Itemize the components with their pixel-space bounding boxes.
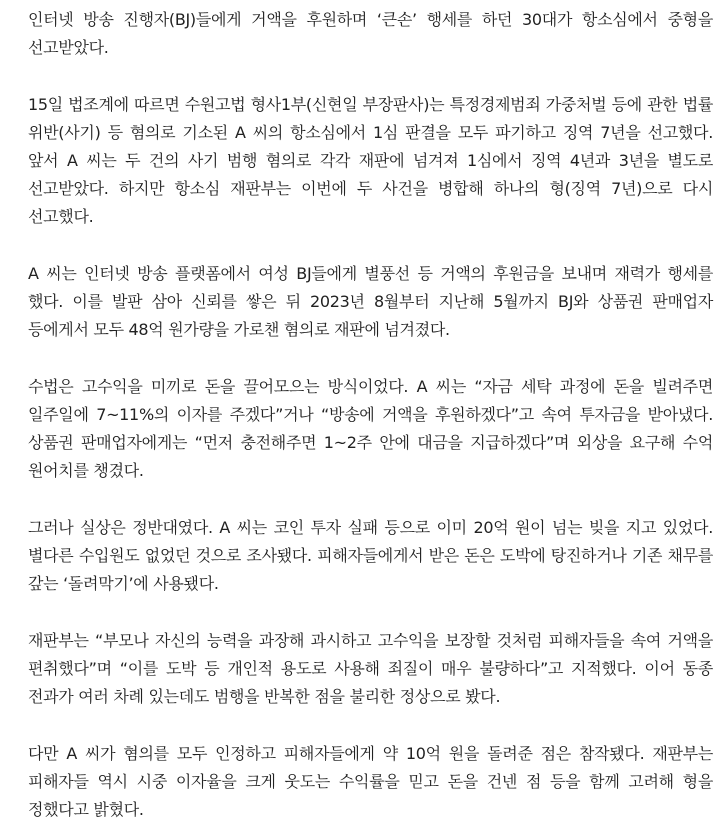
article-paragraph-charges: A 씨는 인터넷 방송 플랫폼에서 여성 BJ들에게 별풍선 등 거액의 후원금을 보내며 재력가 행세를 했다. 이를 발판 삼아 신뢰를 쌓은 뒤 2023년 8월부터 지난해 5월까지 BJ와 상품권 판매업자 등에게서 모두 48억 원가량을 가로챈 혐의로 재판에 넘겨졌다. [28, 264, 713, 339]
article-paragraph-court-statement: 재판부는 “부모나 자신의 능력을 과장해 과시하고 고수익을 보장할 것처럼 피해자들을 속여 거액을 편취했다”며 “이를 도박 등 개인적 용도로 사용해 죄질이 매우 불량하다”고 지적했다. 이어 동종 전과가 여러 차례 있는데도 범행을 반복한 점을 불리한 정상으로 봤다. [28, 631, 713, 706]
article-paragraph-lead: 인터넷 방송 진행자(BJ)들에게 거액을 후원하며 ‘큰손’ 행세를 하던 30대가 항소심에서 중형을 선고받았다. [28, 10, 713, 57]
article-paragraph-method: 수법은 고수익을 미끼로 돈을 끌어모으는 방식이었다. A 씨는 “자금 세탁 과정에 돈을 빌려주면 일주일에 7~11%의 이자를 주겠다”거나 “방송에 거액을 후원하겠다”고 속여 투자금을 받아냈다. 상품권 판매업자에게는 “먼저 충전해주면 1~2주 안에 대금을 지급하겠다”며 외상을 요구해 수억 원어치를 챙겼다. [28, 377, 713, 480]
article-paragraph-ruling: 15일 법조계에 따르면 수원고법 형사1부(신현일 부장판사)는 특정경제범죄 가중처벌 등에 관한 법률 위반(사기) 등 혐의로 기소된 A 씨의 항소심에서 1심 판결을 모두 파기하고 징역 7년을 선고했다. 앞서 A 씨는 두 건의 사기 범행 혐의로 각각 재판에 넘겨져 1심에서 징역 4년과 3년을 별도로 선고받았다. 하지만 항소심 재판부는 이번에 두 사건을 병합해 하나의 형(징역 7년)으로 다시 선고했다. [28, 95, 713, 226]
article-paragraph-mitigation: 다만 A 씨가 혐의를 모두 인정하고 피해자들에게 약 10억 원을 돌려준 점은 참작됐다. 재판부는 피해자들 역시 시중 이자율을 크게 웃도는 수익률을 믿고 돈을 건넨 점 등을 함께 고려해 형을 정했다고 밝혔다. [28, 744, 713, 819]
article-paragraph-reality: 그러나 실상은 정반대였다. A 씨는 코인 투자 실패 등으로 이미 20억 원이 넘는 빚을 지고 있었다. 별다른 수입원도 없었던 것으로 조사됐다. 피해자들에게서 받은 돈은 도박에 탕진하거나 기존 채무를 갚는 ‘돌려막기’에 사용됐다. [28, 518, 713, 593]
